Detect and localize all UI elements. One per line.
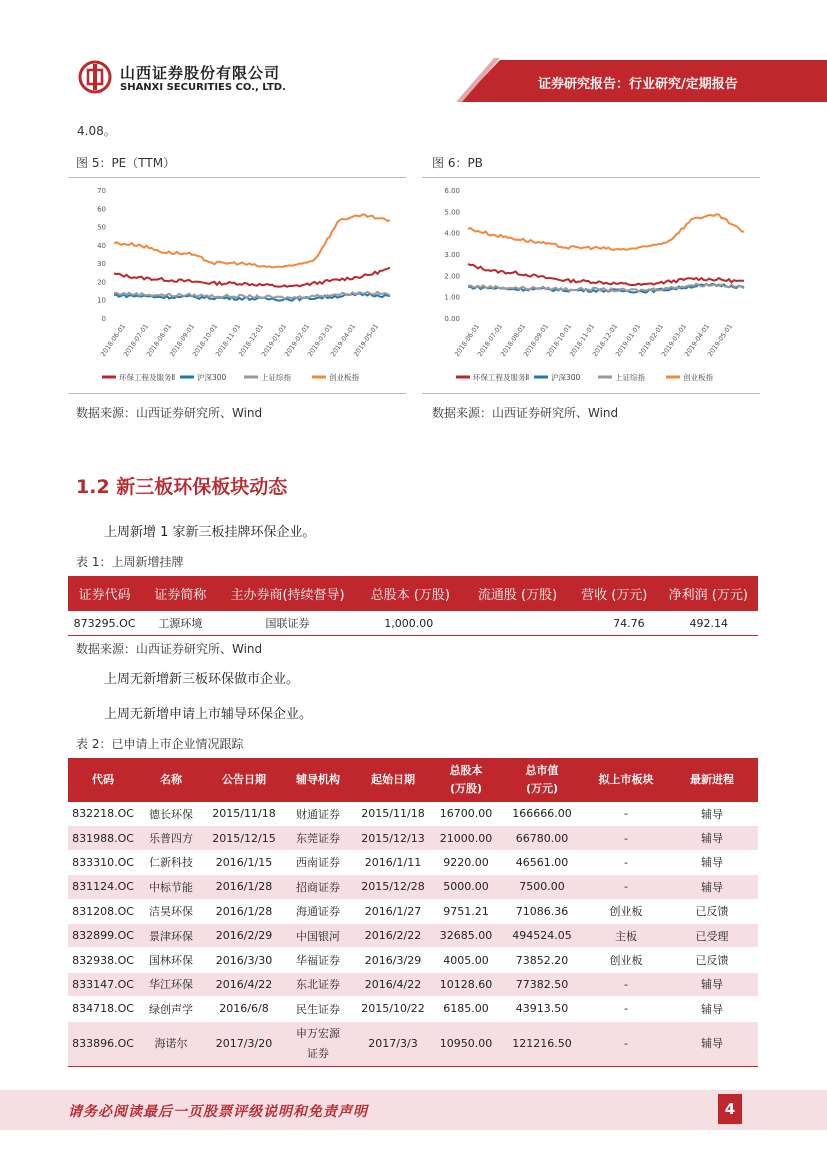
x-tick-label: 2018-10-01 bbox=[544, 322, 574, 359]
table2-cell: 16700.00 bbox=[434, 802, 498, 826]
x-tick-label: 2019-01-01 bbox=[259, 322, 289, 359]
table2-cell: 166666.00 bbox=[498, 802, 586, 826]
table-row bbox=[68, 611, 758, 636]
table2-cell: - bbox=[586, 802, 666, 826]
y-tick-label: 50 bbox=[97, 223, 106, 232]
x-tick-label: 2019-03-01 bbox=[659, 322, 689, 359]
table2-cell: 9220.00 bbox=[434, 850, 498, 874]
table2-cell: - bbox=[586, 875, 666, 899]
table1-cell: 工源环境 bbox=[141, 611, 219, 636]
table2-cell: 乐普四方 bbox=[138, 826, 204, 850]
table2-cell: 国林环保 bbox=[138, 948, 204, 972]
table2-cell: 66780.00 bbox=[498, 826, 586, 850]
x-tick-label: 2019-05-01 bbox=[705, 322, 735, 359]
legend-label: 创业板指 bbox=[683, 373, 713, 382]
table2-cell: 494524.05 bbox=[498, 923, 586, 947]
table2-cell: - bbox=[586, 1021, 666, 1066]
table-row bbox=[68, 899, 758, 923]
table2-cell: 21000.00 bbox=[434, 826, 498, 850]
table2-header-cell: 辅导机构 bbox=[284, 758, 352, 802]
figure5-caption: 图 5：PE（TTM） bbox=[76, 156, 176, 170]
legend-label: 沪深300 bbox=[551, 373, 581, 382]
legend-label: 沪深300 bbox=[197, 373, 227, 382]
x-tick-label: 2018-06-01 bbox=[452, 322, 482, 359]
table2-cell: 4005.00 bbox=[434, 948, 498, 972]
y-tick-label: 6.00 bbox=[444, 187, 460, 195]
section-para-3: 上周无新增申请上市辅导环保企业。 bbox=[104, 707, 313, 722]
table1-header-cell: 证券代码 bbox=[68, 576, 141, 611]
table2-cell: 辅导 bbox=[666, 850, 758, 874]
table-row bbox=[68, 997, 758, 1021]
table2-cell: - bbox=[586, 997, 666, 1021]
table2-header-cell: 代码 bbox=[68, 758, 138, 802]
table1-header-cell: 流通股 (万股) bbox=[465, 576, 570, 611]
x-tick-label: 2018-12-01 bbox=[236, 322, 266, 359]
table2-cell: 73852.20 bbox=[498, 948, 586, 972]
intro-fragment: 4.08。 bbox=[77, 124, 116, 138]
table2-cell: 7500.00 bbox=[498, 875, 586, 899]
table2-cell: 832218.OC bbox=[68, 802, 138, 826]
table2-cell: 海通证券 bbox=[284, 899, 352, 923]
x-tick-label: 2018-09-01 bbox=[521, 322, 551, 359]
x-tick-label: 2019-02-01 bbox=[636, 322, 666, 359]
table2-cell: - bbox=[586, 972, 666, 996]
x-tick-label: 2018-09-01 bbox=[167, 322, 197, 359]
table2-cell: 申万宏源 证券 bbox=[284, 1021, 352, 1066]
figure6-source: 数据来源：山西证券研究所、Wind bbox=[432, 406, 619, 420]
table1-header-cell: 总股本 (万股) bbox=[355, 576, 465, 611]
table2-cell: 仁新科技 bbox=[138, 850, 204, 874]
table-row bbox=[68, 972, 758, 996]
table1-header-cell: 净利润 (万元) bbox=[659, 576, 758, 611]
table2-cell: 77382.50 bbox=[498, 972, 586, 996]
table2-cell: 831208.OC bbox=[68, 899, 138, 923]
table1-cell bbox=[465, 611, 570, 636]
table2-cell: 2015/10/22 bbox=[352, 997, 434, 1021]
table2-cell: 833896.OC bbox=[68, 1021, 138, 1066]
section-title: 1.2 新三板环保板块动态 bbox=[76, 476, 288, 498]
table2-cell: 2016/1/28 bbox=[204, 875, 284, 899]
table2-cell: 已反馈 bbox=[666, 899, 758, 923]
table2-cell: 43913.50 bbox=[498, 997, 586, 1021]
legend-label: 环保工程及服务Ⅱ bbox=[473, 373, 530, 382]
x-tick-label: 2018-11-01 bbox=[567, 322, 597, 359]
table2-cell: 财通证券 bbox=[284, 802, 352, 826]
series-line bbox=[114, 268, 390, 287]
table-row bbox=[68, 850, 758, 874]
table-row bbox=[68, 875, 758, 899]
table2-cell: 5000.00 bbox=[434, 875, 498, 899]
table1-source: 数据来源：山西证券研究所、Wind bbox=[76, 642, 263, 656]
x-tick-label: 2019-04-01 bbox=[682, 322, 712, 359]
table1-cell: 873295.OC bbox=[68, 611, 141, 636]
table2-cell: 2016/1/27 bbox=[352, 899, 434, 923]
table2-cell: 2015/12/15 bbox=[204, 826, 284, 850]
page-number: 4 bbox=[718, 1094, 742, 1124]
table2-cell: 华福证券 bbox=[284, 948, 352, 972]
table2-cell: 833147.OC bbox=[68, 972, 138, 996]
figure5-source: 数据来源：山西证券研究所、Wind bbox=[76, 406, 263, 420]
table2-caption: 表 2：已申请上市企业情况跟踪 bbox=[76, 737, 244, 751]
table2-cell: 2015/12/28 bbox=[352, 875, 434, 899]
table2-cell: 2015/11/18 bbox=[352, 802, 434, 826]
table2-cell: 2016/3/29 bbox=[352, 948, 434, 972]
table2-cell: 海诺尔 bbox=[138, 1021, 204, 1066]
table1-cell: 492.14 bbox=[659, 611, 758, 636]
table2-cell: 洁昊环保 bbox=[138, 899, 204, 923]
table1-header-cell: 营收 (万元) bbox=[570, 576, 659, 611]
table2-cell: 西南证券 bbox=[284, 850, 352, 874]
table2-cell: 2016/1/11 bbox=[352, 850, 434, 874]
table2-cell: 创业板 bbox=[586, 899, 666, 923]
company-logo bbox=[78, 60, 112, 94]
table2-cell: 2016/4/22 bbox=[352, 972, 434, 996]
table2-cell: 辅导 bbox=[666, 826, 758, 850]
table2-cell: 东北证券 bbox=[284, 972, 352, 996]
x-tick-label: 2018-11-01 bbox=[213, 322, 243, 359]
section-para-1: 上周新增 1 家新三板挂牌环保企业。 bbox=[104, 525, 316, 540]
company-name-cn: 山西证券股份有限公司 bbox=[120, 64, 281, 82]
y-tick-label: 40 bbox=[97, 241, 106, 250]
table2-cell: 2016/4/22 bbox=[204, 972, 284, 996]
table-row bbox=[68, 948, 758, 972]
table2-cell: 辅导 bbox=[666, 875, 758, 899]
table-row bbox=[68, 1021, 758, 1066]
table2-cell: 10950.00 bbox=[434, 1021, 498, 1066]
table2-cell: 招商证券 bbox=[284, 875, 352, 899]
x-tick-label: 2018-07-01 bbox=[121, 322, 151, 359]
table2-cell: 东莞证券 bbox=[284, 826, 352, 850]
table2-cell: 10128.60 bbox=[434, 972, 498, 996]
table2-cell: 绿创声学 bbox=[138, 997, 204, 1021]
table2-ipo-tracking bbox=[68, 758, 758, 1067]
table2-cell: 2016/2/22 bbox=[352, 923, 434, 947]
table1-cell: 1,000.00 bbox=[355, 611, 465, 636]
table2-cell: 2016/3/30 bbox=[204, 948, 284, 972]
y-tick-label: 20 bbox=[97, 278, 106, 287]
table1-cell: 国联证券 bbox=[220, 611, 356, 636]
table2-cell: 9751.21 bbox=[434, 899, 498, 923]
table2-cell: 德长环保 bbox=[138, 802, 204, 826]
table2-cell: 2015/11/18 bbox=[204, 802, 284, 826]
table2-cell: 32685.00 bbox=[434, 923, 498, 947]
x-tick-label: 2019-02-01 bbox=[282, 322, 312, 359]
y-tick-label: 5.00 bbox=[444, 208, 460, 217]
series-line bbox=[468, 264, 744, 285]
table2-cell: 华江环保 bbox=[138, 972, 204, 996]
table2-cell: 2016/6/8 bbox=[204, 997, 284, 1021]
table2-cell: 2017/3/3 bbox=[352, 1021, 434, 1066]
table2-cell: 辅导 bbox=[666, 997, 758, 1021]
y-tick-label: 0.00 bbox=[444, 315, 460, 323]
table-row bbox=[68, 802, 758, 826]
company-name-en: SHANXI SECURITIES CO., LTD. bbox=[120, 82, 286, 93]
table2-header-cell: 总股本 (万股) bbox=[434, 758, 498, 802]
y-tick-label: 70 bbox=[97, 187, 106, 195]
table-row bbox=[68, 923, 758, 947]
table2-cell: - bbox=[586, 826, 666, 850]
x-tick-label: 2018-10-01 bbox=[190, 322, 220, 359]
y-tick-label: 3.00 bbox=[444, 251, 460, 259]
table2-cell: 46561.00 bbox=[498, 850, 586, 874]
x-tick-label: 2019-01-01 bbox=[613, 322, 643, 359]
table-row bbox=[68, 826, 758, 850]
table2-cell: 2017/3/20 bbox=[204, 1021, 284, 1066]
table1-header-cell: 证券简称 bbox=[141, 576, 219, 611]
series-line bbox=[468, 214, 744, 250]
y-tick-label: 0 bbox=[101, 315, 106, 323]
figure6-pb-chart bbox=[422, 180, 760, 390]
table2-cell: - bbox=[586, 850, 666, 874]
x-tick-label: 2018-12-01 bbox=[590, 322, 620, 359]
table2-cell: 2016/1/28 bbox=[204, 899, 284, 923]
table2-cell: 2016/1/15 bbox=[204, 850, 284, 874]
table2-cell: 辅导 bbox=[666, 1021, 758, 1066]
table2-cell: 121216.50 bbox=[498, 1021, 586, 1066]
table1-caption: 表 1：上周新增挂牌 bbox=[76, 555, 184, 569]
table2-header-cell: 最新进程 bbox=[666, 758, 758, 802]
table1-cell: 74.76 bbox=[570, 611, 659, 636]
table2-cell: 833310.OC bbox=[68, 850, 138, 874]
x-tick-label: 2019-05-01 bbox=[351, 322, 381, 359]
series-line bbox=[114, 214, 390, 267]
y-tick-label: 2.00 bbox=[444, 272, 460, 281]
footer-disclaimer: 请务必阅读最后一页股票评级说明和免责声明 bbox=[68, 1104, 368, 1120]
legend-label: 上证综指 bbox=[615, 373, 645, 382]
table2-cell: 辅导 bbox=[666, 802, 758, 826]
table2-header-cell: 起始日期 bbox=[352, 758, 434, 802]
y-tick-label: 4.00 bbox=[444, 229, 460, 238]
table2-cell: 主板 bbox=[586, 923, 666, 947]
table1-header-cell: 主办券商(持续督导) bbox=[220, 576, 356, 611]
x-tick-label: 2018-06-01 bbox=[98, 322, 128, 359]
x-tick-label: 2018-07-01 bbox=[475, 322, 505, 359]
x-tick-label: 2018-08-01 bbox=[144, 322, 174, 359]
y-tick-label: 1.00 bbox=[444, 293, 460, 302]
section-para-2: 上周无新增新三板环保做市企业。 bbox=[104, 672, 300, 687]
table2-header-cell: 拟上市板块 bbox=[586, 758, 666, 802]
table2-cell: 834718.OC bbox=[68, 997, 138, 1021]
x-tick-label: 2019-03-01 bbox=[305, 322, 335, 359]
table2-cell: 已反馈 bbox=[666, 948, 758, 972]
y-tick-label: 60 bbox=[97, 205, 106, 214]
table2-cell: 中标节能 bbox=[138, 875, 204, 899]
table2-cell: 2016/2/29 bbox=[204, 923, 284, 947]
report-type: 证券研究报告：行业研究/定期报告 bbox=[538, 77, 738, 92]
table2-header-cell: 名称 bbox=[138, 758, 204, 802]
table2-header-cell: 公告日期 bbox=[204, 758, 284, 802]
table2-cell: 创业板 bbox=[586, 948, 666, 972]
legend-label: 上证综指 bbox=[261, 373, 291, 382]
table2-cell: 辅导 bbox=[666, 972, 758, 996]
legend-label: 创业板指 bbox=[329, 373, 359, 382]
table2-cell: 中国银河 bbox=[284, 923, 352, 947]
table2-header-cell: 总市值 (万元) bbox=[498, 758, 586, 802]
legend-label: 环保工程及服务Ⅱ bbox=[119, 373, 176, 382]
figure6-caption: 图 6：PB bbox=[432, 156, 483, 170]
y-tick-label: 30 bbox=[97, 260, 106, 269]
table2-cell: 832938.OC bbox=[68, 948, 138, 972]
figure5-pe-chart bbox=[68, 180, 406, 390]
table2-cell: 831124.OC bbox=[68, 875, 138, 899]
table2-cell: 已受理 bbox=[666, 923, 758, 947]
table1-new-listings bbox=[68, 576, 758, 636]
y-tick-label: 10 bbox=[97, 296, 106, 305]
table2-cell: 民生证券 bbox=[284, 997, 352, 1021]
table2-cell: 6185.00 bbox=[434, 997, 498, 1021]
x-tick-label: 2019-04-01 bbox=[328, 322, 358, 359]
table2-cell: 2015/12/13 bbox=[352, 826, 434, 850]
table2-cell: 831988.OC bbox=[68, 826, 138, 850]
table2-cell: 832899.OC bbox=[68, 923, 138, 947]
table2-cell: 71086.36 bbox=[498, 899, 586, 923]
x-tick-label: 2018-08-01 bbox=[498, 322, 528, 359]
table2-cell: 景津环保 bbox=[138, 923, 204, 947]
